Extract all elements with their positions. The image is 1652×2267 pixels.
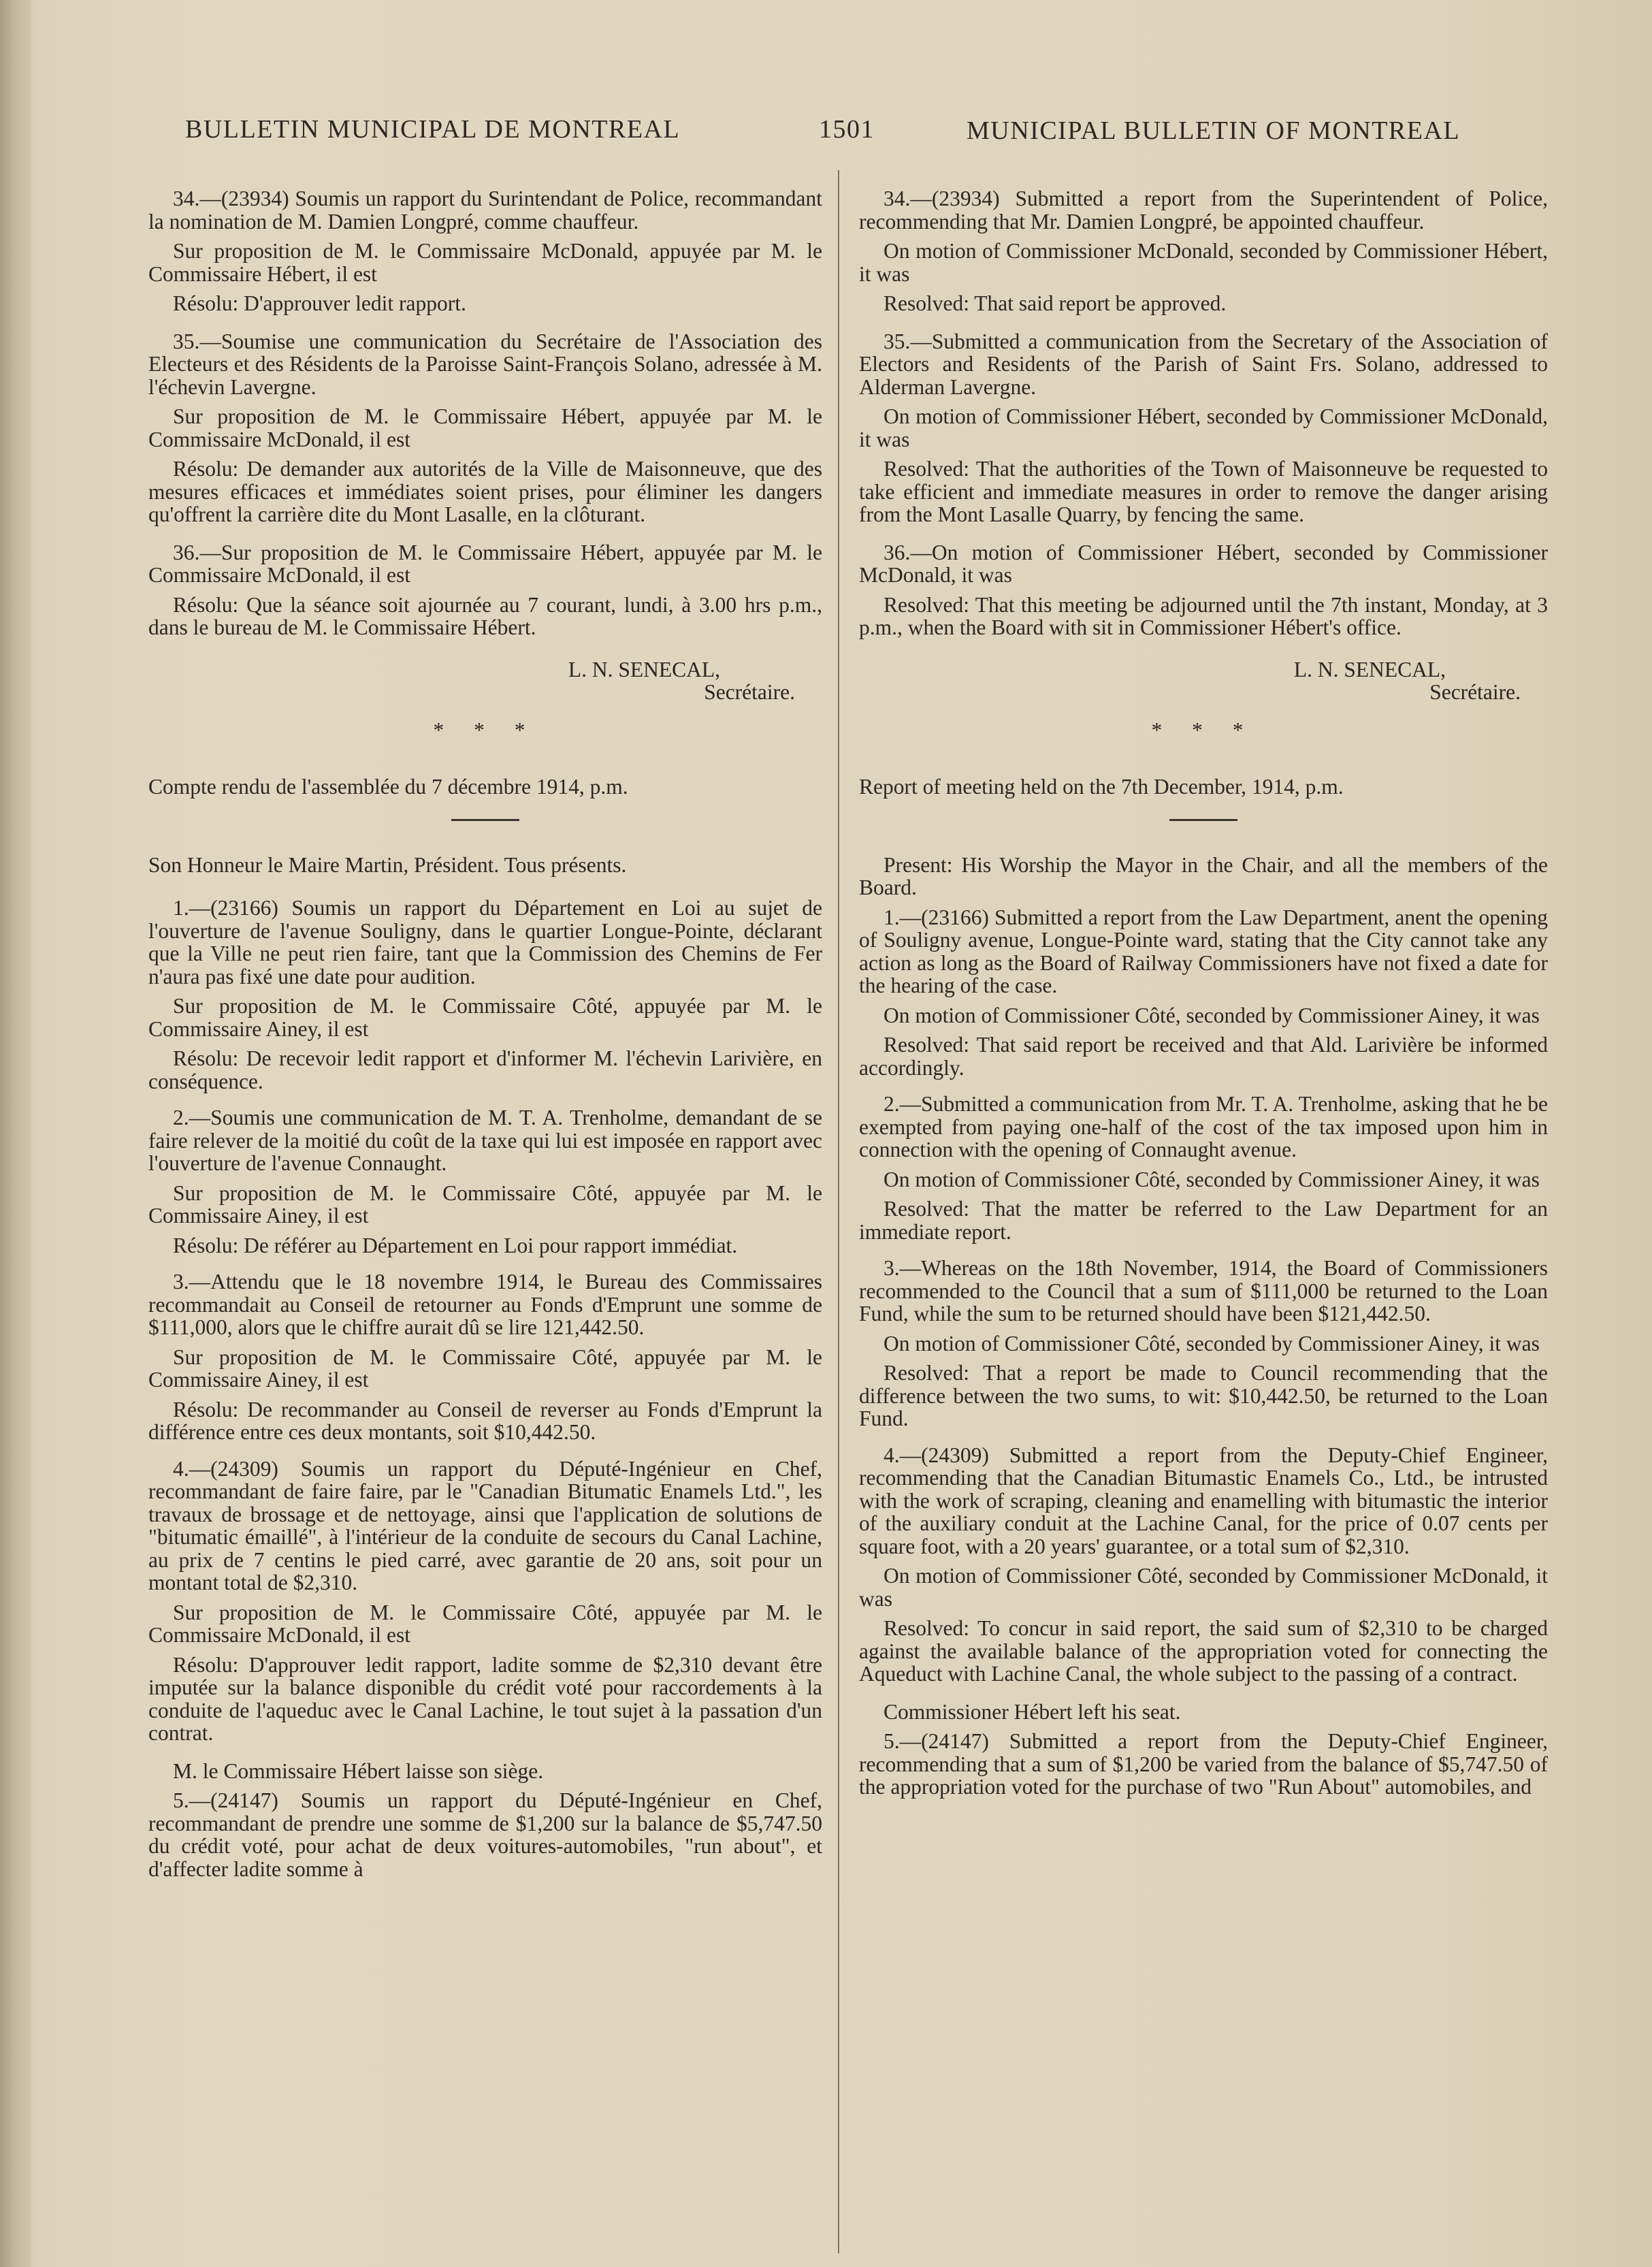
meeting-heading-en: Report of meeting held on the 7th December, 1914, p.m. — [859, 775, 1344, 799]
section-separator-en: * * * — [1151, 718, 1256, 742]
resolution-4-en: Resolved: To concur in said report, the said sum of $2,310 to be charged against the available balance of the appropriation voted for connecting the Aqueduct with Lachine Canal, the whole subject to the passing of a contract. — [859, 1616, 1548, 1686]
item-3-en: 3.—Whereas on the 18th November, 1914, the Board of Commissioners recommended to the Council that a sum of $111,000 be returned to the Loan Fund, while the sum to be returned should have been $121,442.50. — [859, 1256, 1548, 1325]
motion-35-en: On motion of Commissioner Hébert, seconded by Commissioner McDonald, it was — [859, 404, 1548, 451]
motion-35-fr: Sur proposition de M. le Commissaire Hébert, appuyée par M. le Commissaire McDonald, il est — [148, 404, 822, 451]
meeting-heading-fr: Compte rendu de l'assemblée du 7 décembre 1914, p.m. — [148, 775, 628, 799]
resolution-36-fr: Résolu: Que la séance soit ajournée au 7 courant, lundi, à 3.00 hrs p.m., dans le bureau de M. le Commissaire Hébert. — [148, 592, 822, 639]
signature-title-en: Secrétaire. — [1429, 680, 1521, 704]
item-3-fr: 3.—Attendu que le 18 novembre 1914, le Bureau des Commissaires recommandait au Conseil de retourner au Fonds d'Emprunt une somme de $111,000, alors que le chiffre aurait dû se lire 121,442.50. — [148, 1270, 822, 1339]
resolution-34-fr: Résolu: D'approuver ledit rapport. — [173, 291, 466, 315]
motion-2-fr: Sur proposition de M. le Commissaire Côté, appuyée par M. le Commissaire Ainey, il est — [148, 1180, 822, 1227]
motion-3-en: On motion of Commissioner Côté, seconded by Commissioner Ainey, it was — [884, 1331, 1540, 1355]
note-hebert-fr: M. le Commissaire Hébert laisse son siège. — [173, 1758, 544, 1783]
item-1-fr: 1.—(23166) Soumis un rapport du Département en Loi au sujet de l'ouverture de l'avenue Souligny, dans le quartier Longue-Pointe, déclarant que la Ville ne peut rien faire, tant que la Commission des Chemins de Fer n'aura pas fixé une date pour audition. — [148, 896, 822, 988]
resolution-1-en: Resolved: That said report be received and that Ald. Larivière be informed accordingly. — [859, 1033, 1548, 1080]
motion-34-en: On motion of Commissioner McDonald, seconded by Commissioner Hébert, it was — [859, 239, 1548, 286]
english-column — [859, 187, 1548, 1805]
page-number: 1501 — [819, 115, 875, 144]
resolution-34-en: Resolved: That said report be approved. — [884, 291, 1227, 315]
motion-4-en: On motion of Commissioner Côté, seconded by Commissioner McDonald, it was — [859, 1564, 1548, 1611]
motion-34-fr: Sur proposition de M. le Commissaire McDonald, appuyée par M. le Commissaire Hébert, il est — [148, 239, 822, 286]
resolution-36-en: Resolved: That this meeting be adjourned until the 7th instant, Monday, at 3 p.m., when the Board with sit in Commissioner Hébert's office. — [859, 592, 1548, 639]
resolution-2-fr: Résolu: De référer au Département en Loi pour rapport immédiat. — [173, 1233, 738, 1257]
item-5-en: 5.—(24147) Submitted a report from the Deputy-Chief Engineer, recommending that a sum of $1,200 be varied from the balance of $5,747.50 of the appropriation voted for the purchase of two "Run About" automobiles, and — [859, 1729, 1548, 1799]
header-title-french: BULLETIN MUNICIPAL DE MONTREAL — [185, 115, 681, 144]
resolution-3-fr: Résolu: De recommander au Conseil de reverser au Fonds d'Emprunt la différence entre ces deux montants, soit $10,442.50. — [148, 1397, 822, 1444]
motion-1-fr: Sur proposition de M. le Commissaire Côté, appuyée par M. le Commissaire Ainey, il est — [148, 994, 822, 1041]
motion-4-fr: Sur proposition de M. le Commissaire Côté, appuyée par M. le Commissaire McDonald, il est — [148, 1600, 822, 1647]
resolution-4-fr: Résolu: D'approuver ledit rapport, ladite somme de $2,310 devant être imputée sur la balance disponible du crédit voté pour raccordements à la conduite de l'aqueduc avec le Canal Lachine, le tout sujet à la passation d'un contrat. — [148, 1652, 822, 1745]
page-binding-edge — [0, 0, 31, 2267]
signature-name-fr: L. N. SENECAL, — [568, 657, 720, 681]
page-header — [0, 114, 1652, 155]
motion-1-en: On motion of Commissioner Côté, seconded by Commissioner Ainey, it was — [884, 1003, 1540, 1027]
item-34-fr: 34.—(23934) Soumis un rapport du Surintendant de Police, recommandant la nomination de M. Damien Longpré, comme chauffeur. — [148, 187, 822, 234]
resolution-3-en: Resolved: That a report be made to Council recommending that the difference between the two sums, to wit: $10,442.50, be returned to the Loan Fund. — [859, 1361, 1548, 1430]
motion-3-fr: Sur proposition de M. le Commissaire Côté, appuyée par M. le Commissaire Ainey, il est — [148, 1345, 822, 1392]
french-column — [148, 187, 822, 1887]
resolution-2-en: Resolved: That the matter be referred to the Law Department for an immediate report. — [859, 1197, 1548, 1244]
attendance-fr: Son Honneur le Maire Martin, Président. Tous présents. — [148, 852, 627, 877]
section-separator-fr: * * * — [433, 718, 538, 742]
item-2-en: 2.—Submitted a communication from Mr. T. A. Trenholme, asking that he be exempted from paying one-half of the cost of the tax imposed upon him in connection with the opening of Connaught avenue. — [859, 1092, 1548, 1161]
signature-name-en: L. N. SENECAL, — [1293, 657, 1446, 681]
column-divider — [838, 170, 839, 2253]
attendance-en: Present: His Worship the Mayor in the Chair, and all the members of the Board. — [859, 852, 1548, 899]
header-title-english: MUNICIPAL BULLETIN OF MONTREAL — [967, 116, 1461, 145]
note-hebert-en: Commissioner Hébert left his seat. — [884, 1699, 1181, 1724]
item-2-fr: 2.—Soumis une communication de M. T. A. Trenholme, demandant de se faire relever de la moitié du coût de la taxe qui lui est imposée en rapport avec l'ouverture de l'avenue Connaught. — [148, 1106, 822, 1175]
resolution-35-fr: Résolu: De demander aux autorités de la Ville de Maisonneuve, que des mesures efficaces et immédiates soient prises, pour éliminer les dangers qu'offrent la carrière dite du Mont Lasalle, en la clôturant. — [148, 457, 822, 526]
item-5-fr: 5.—(24147) Soumis un rapport du Député-Ingénieur en Chef, recommandant de prendre une somme de $1,200 sur la balance de $5,747.50 du crédit voté, pour achat de deux voitures-automobiles, "run about", et d'affecter ladite somme à — [148, 1788, 822, 1881]
item-36-fr: 36.—Sur proposition de M. le Commissaire Hébert, appuyée par M. le Commissaire McDonald, il est — [148, 540, 822, 587]
item-4-fr: 4.—(24309) Soumis un rapport du Député-Ingénieur en Chef, recommandant de faire faire, par le "Canadian Bitumatic Enamels Ltd.", les travaux de brossage et de nettoyage, ainsi que l'application de solutions de "bitumatic émaillé", à l'intérieur de la conduite de secours du Canal Lachine, au prix de 7 centins le pied carré, avec garantie de 20 ans, soit pour un montant total de $2,310. — [148, 1456, 822, 1594]
motion-2-en: On motion of Commissioner Côté, seconded by Commissioner Ainey, it was — [884, 1167, 1540, 1191]
item-4-en: 4.—(24309) Submitted a report from the Deputy-Chief Engineer, recommending that the Canadian Bitumastic Enamels Co., Ltd., be intrusted with the work of scraping, cleaning and enamelling with bitumastic the interior of the auxiliary conduit at the Lachine Canal, for the price of 0.07 cents per square foot, with a 20 years' guarantee, or a total sum of $2,310. — [859, 1443, 1548, 1558]
item-36-en: 36.—On motion of Commissioner Hébert, seconded by Commissioner McDonald, it was — [859, 540, 1548, 587]
item-1-en: 1.—(23166) Submitted a report from the Law Department, anent the opening of Souligny avenue, Longue-Pointe ward, stating that the City cannot take any action as long as the Board of Railway Commissioners have not fixed a date for the hearing of the case. — [859, 905, 1548, 997]
resolution-1-fr: Résolu: De recevoir ledit rapport et d'informer M. l'échevin Larivière, en conséquence. — [148, 1046, 822, 1093]
item-35-fr: 35.—Soumise une communication du Secrétaire de l'Association des Electeurs et des Résidents de la Paroisse Saint-François Solano, adressée à M. l'échevin Lavergne. — [148, 329, 822, 399]
item-34-en: 34.—(23934) Submitted a report from the Superintendent of Police, recommending that Mr. Damien Longpré, be appointed chauffeur. — [859, 187, 1548, 234]
heading-rule-en — [1169, 819, 1237, 821]
heading-rule-fr — [451, 819, 519, 821]
resolution-35-en: Resolved: That the authorities of the Town of Maisonneuve be requested to take efficient and immediate measures in order to remove the danger arising from the Mont Lasalle Quarry, by fencing the same. — [859, 457, 1548, 526]
item-35-en: 35.—Submitted a communication from the Secretary of the Association of Electors and Residents of the Parish of Saint Frs. Solano, addressed to Alderman Lavergne. — [859, 329, 1548, 399]
signature-title-fr: Secrétaire. — [704, 680, 795, 704]
